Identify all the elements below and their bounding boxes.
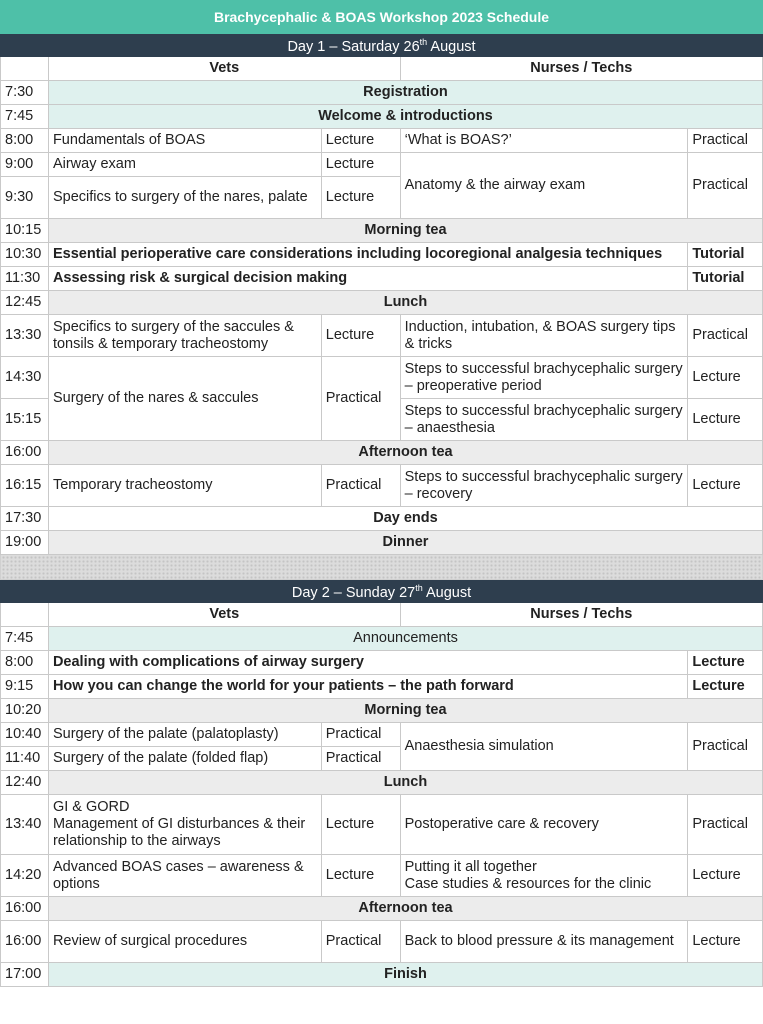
table-row — [1, 531, 763, 555]
session-type: Lecture — [688, 651, 763, 675]
nurse-type: Lecture — [688, 357, 763, 399]
vet-session: Fundamentals of BOAS — [48, 129, 321, 153]
time-cell: 19:00 — [1, 531, 49, 555]
session-type: Tutorial — [688, 267, 763, 291]
time-cell: 15:15 — [1, 399, 49, 441]
time-cell: 8:00 — [1, 129, 49, 153]
time-cell: 11:30 — [1, 267, 49, 291]
column-header-row — [1, 57, 763, 81]
table-row — [1, 81, 763, 105]
vets-header: Vets — [48, 57, 400, 81]
time-cell: 11:40 — [1, 747, 49, 771]
table-row — [1, 315, 763, 357]
table-row — [1, 267, 763, 291]
table-row — [1, 855, 763, 897]
nurse-type: Lecture — [688, 465, 763, 507]
joint-session: Essential perioperative care considerations including locoregional analgesia techniques — [48, 243, 687, 267]
time-cell: 9:00 — [1, 153, 49, 177]
table-row — [1, 699, 763, 723]
vet-type: Lecture — [321, 177, 400, 219]
nurse-session: Anatomy & the airway exam — [400, 153, 688, 219]
joint-session: How you can change the world for your patients – the path forward — [48, 675, 687, 699]
nurses-header: Nurses / Techs — [400, 57, 762, 81]
time-cell: 12:45 — [1, 291, 49, 315]
vet-type: Practical — [321, 465, 400, 507]
time-cell: 14:20 — [1, 855, 49, 897]
vets-header: Vets — [48, 603, 400, 627]
nurse-type: Practical — [688, 315, 763, 357]
vet-type: Practical — [321, 357, 400, 441]
nurse-type: Practical — [688, 153, 763, 219]
vet-session: Temporary tracheostomy — [48, 465, 321, 507]
table-row — [1, 651, 763, 675]
time-cell: 10:15 — [1, 219, 49, 243]
nurse-session: Postoperative care & recovery — [400, 795, 688, 855]
time-cell: 9:15 — [1, 675, 49, 699]
vet-type: Lecture — [321, 315, 400, 357]
time-cell: 16:00 — [1, 441, 49, 465]
day2-header: Day 2 – Sunday 27th August — [1, 580, 763, 603]
vet-session: Specifics to surgery of the nares, palate — [48, 177, 321, 219]
nurse-session: Back to blood pressure & its management — [400, 921, 688, 963]
table-row — [1, 921, 763, 963]
nurse-session — [400, 855, 688, 897]
time-cell: 7:45 — [1, 627, 49, 651]
day1-header: Day 1 – Saturday 26th August — [1, 34, 763, 57]
table-row — [1, 105, 763, 129]
table-row — [1, 219, 763, 243]
break-cell: Afternoon tea — [48, 897, 762, 921]
time-cell: 16:15 — [1, 465, 49, 507]
vet-type: Lecture — [321, 855, 400, 897]
time-cell: 16:00 — [1, 897, 49, 921]
time-cell: 12:40 — [1, 771, 49, 795]
session-cell: Welcome & introductions — [48, 105, 762, 129]
break-cell: Lunch — [48, 291, 762, 315]
vet-session-line1: GI & GORD — [52, 799, 130, 815]
nurse-session: Anaesthesia simulation — [400, 723, 688, 771]
table-row — [1, 627, 763, 651]
session-type: Lecture — [688, 675, 763, 699]
nurse-type: Practical — [688, 795, 763, 855]
vet-session: Surgery of the palate (palatoplasty) — [48, 723, 321, 747]
nurse-session: Steps to successful brachycephalic surgery – anaesthesia — [400, 399, 688, 441]
joint-session: Assessing risk & surgical decision making — [48, 267, 687, 291]
nurse-session-line2: Case studies & resources for the clinic — [404, 875, 652, 892]
table-row — [1, 465, 763, 507]
vet-type: Practical — [321, 723, 400, 747]
table-row — [1, 243, 763, 267]
vet-type: Practical — [321, 921, 400, 963]
vet-type: Practical — [321, 747, 400, 771]
page-title: Brachycephalic & BOAS Workshop 2023 Schedule — [1, 1, 763, 34]
vet-type: Lecture — [321, 795, 400, 855]
nurse-session: Steps to successful brachycephalic surgery – preoperative period — [400, 357, 688, 399]
time-cell: 14:30 — [1, 357, 49, 399]
nurse-session: Steps to successful brachycephalic surgery – recovery — [400, 465, 688, 507]
vet-type: Lecture — [321, 129, 400, 153]
column-header-row — [1, 603, 763, 627]
nurse-type: Practical — [688, 723, 763, 771]
table-row — [1, 153, 763, 177]
table-row — [1, 129, 763, 153]
time-cell: 13:30 — [1, 315, 49, 357]
time-cell: 17:00 — [1, 963, 49, 987]
table-row — [1, 675, 763, 699]
session-cell: Day ends — [48, 507, 762, 531]
table-row — [1, 897, 763, 921]
table-row — [1, 771, 763, 795]
day-separator — [1, 555, 763, 580]
nurse-session: ‘What is BOAS?’ — [400, 129, 688, 153]
vet-session: Surgery of the palate (folded flap) — [48, 747, 321, 771]
table-row — [1, 963, 763, 987]
table-row — [1, 357, 763, 399]
time-cell: 8:00 — [1, 651, 49, 675]
table-row — [1, 291, 763, 315]
break-cell: Dinner — [48, 531, 762, 555]
vet-type: Lecture — [321, 153, 400, 177]
time-cell: 10:20 — [1, 699, 49, 723]
vet-session-line2: Management of GI disturbances & their relationship to the airways — [52, 816, 306, 849]
nurse-type: Lecture — [688, 399, 763, 441]
table-row — [1, 441, 763, 465]
break-cell: Morning tea — [48, 219, 762, 243]
time-cell: 17:30 — [1, 507, 49, 531]
session-cell: Announcements — [48, 627, 762, 651]
time-cell: 9:30 — [1, 177, 49, 219]
break-cell: Afternoon tea — [48, 441, 762, 465]
time-cell: 10:40 — [1, 723, 49, 747]
nurse-session-line1: Putting it all together — [404, 858, 537, 875]
nurse-session: Induction, intubation, & BOAS surgery tips & tricks — [400, 315, 688, 357]
table-row — [1, 795, 763, 855]
nurses-header: Nurses / Techs — [400, 603, 762, 627]
joint-session: Dealing with complications of airway surgery — [48, 651, 687, 675]
break-cell: Morning tea — [48, 699, 762, 723]
session-cell: Registration — [48, 81, 762, 105]
vet-session: Surgery of the nares & saccules — [48, 357, 321, 441]
vet-session — [48, 795, 321, 855]
session-type: Tutorial — [688, 243, 763, 267]
time-cell: 16:00 — [1, 921, 49, 963]
time-cell: 10:30 — [1, 243, 49, 267]
time-cell: 7:45 — [1, 105, 49, 129]
vet-session: Review of surgical procedures — [48, 921, 321, 963]
vet-session: Airway exam — [48, 153, 321, 177]
time-cell: 13:40 — [1, 795, 49, 855]
table-row — [1, 723, 763, 747]
break-cell: Lunch — [48, 771, 762, 795]
time-cell: 7:30 — [1, 81, 49, 105]
vet-session: Specifics to surgery of the saccules & tonsils & temporary tracheostomy — [48, 315, 321, 357]
table-row — [1, 507, 763, 531]
nurse-type: Practical — [688, 129, 763, 153]
nurse-type: Lecture — [688, 855, 763, 897]
nurse-type: Lecture — [688, 921, 763, 963]
session-cell: Finish — [48, 963, 762, 987]
vet-session: Advanced BOAS cases – awareness & options — [48, 855, 321, 897]
